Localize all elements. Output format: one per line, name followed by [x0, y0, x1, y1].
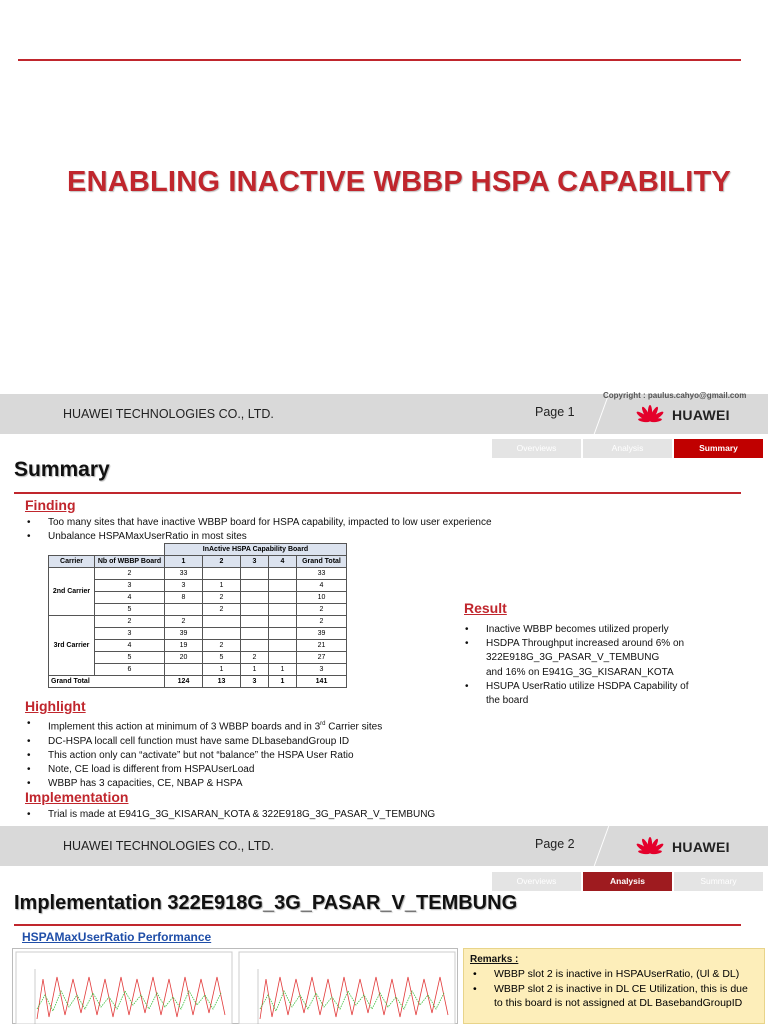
title-rule [18, 59, 741, 61]
table-cell: 2 [241, 652, 269, 664]
table-cell [165, 604, 203, 616]
table-cell: 1 [269, 664, 297, 676]
highlight-item: • Implement this action at minimum of 3 WBBP boards and in 3rd Carrier sites [24, 717, 464, 735]
table-row [49, 568, 347, 580]
company-name: HUAWEI TECHNOLOGIES CO., LTD. [63, 839, 274, 853]
slide1-footer [0, 394, 768, 434]
table-header: 4 [269, 556, 297, 568]
footer-divider [583, 394, 610, 434]
table-cell: Grand Total [49, 676, 165, 688]
copyright: Copyright : paulus.cahyo@gmail.com [603, 391, 747, 400]
table-cell [203, 568, 241, 580]
table-cell: 3 [297, 664, 347, 676]
table-cell: 2 [297, 616, 347, 628]
table-cell: 3 [95, 628, 165, 640]
table-cell: 8 [165, 592, 203, 604]
table-cell [165, 664, 203, 676]
inactive-board-table [48, 543, 347, 688]
table-cell: 39 [297, 628, 347, 640]
table-cell: 33 [165, 568, 203, 580]
table-cell [269, 592, 297, 604]
tab-analysis[interactable]: Analysis [583, 872, 672, 891]
highlight-list [24, 717, 464, 791]
finding-list [24, 516, 584, 544]
table-cell: 39 [165, 628, 203, 640]
table-cell: 13 [203, 676, 241, 688]
table-cell [269, 640, 297, 652]
performance-subheading: HSPAMaxUserRatio Performance [22, 930, 212, 944]
table-cell: 4 [95, 592, 165, 604]
summary-heading: Summary [14, 458, 110, 481]
table-cell [269, 604, 297, 616]
table-header: Carrier [49, 556, 95, 568]
table-cell [241, 580, 269, 592]
logo-text: HUAWEI [672, 839, 730, 855]
remark-item: • WBBP slot 2 is inactive in DL CE Utilization, this is due to this board is not assigned at DL BasebandGroupID [470, 982, 758, 1011]
table-group-header: InActive HSPA Capability Board [165, 544, 347, 556]
table-row [49, 616, 347, 628]
result-item: • HSUPA UserRatio utilize HSDPA Capability of [462, 680, 752, 694]
table-cell [241, 640, 269, 652]
chart-thumbnails [13, 949, 459, 1024]
slide2-nav [492, 439, 763, 458]
table-cell: 2 [95, 616, 165, 628]
page-number: Page 2 [535, 837, 575, 851]
result-item: the board [486, 695, 529, 707]
table-cell [241, 568, 269, 580]
remarks-box [463, 948, 765, 1024]
table-cell [241, 592, 269, 604]
slide3-nav [492, 872, 763, 891]
table-cell: 21 [297, 640, 347, 652]
table-cell [269, 628, 297, 640]
table-header: 2 [203, 556, 241, 568]
table-header: Nb of WBBP Board [95, 556, 165, 568]
summary-rule [14, 492, 741, 494]
table-cell: 3 [95, 580, 165, 592]
slide-title: ENABLING INACTIVE WBBP HSPA CAPABILITY [67, 166, 731, 198]
highlight-item: • This action only can “activate” but not “balance” the HSPA User Ratio [24, 749, 464, 763]
table-cell: 2 [297, 604, 347, 616]
company-name: HUAWEI TECHNOLOGIES CO., LTD. [63, 407, 274, 421]
table-header: 3 [241, 556, 269, 568]
tab-analysis[interactable]: Analysis [583, 439, 672, 458]
tab-summary[interactable]: Summary [674, 439, 763, 458]
footer-divider [583, 826, 610, 866]
table-cell: 2 [203, 592, 241, 604]
implementation-item: • Trial is made at E941G_3G_KISARAN_KOTA & 322E918G_3G_PASAR_V_TEMBUNG [24, 808, 524, 822]
table-cell: 1 [269, 676, 297, 688]
table-cell [269, 568, 297, 580]
grand-total-row [49, 676, 347, 688]
highlight-item: • WBBP has 3 capacities, CE, NBAP & HSPA [24, 777, 464, 791]
table-cell: 1 [241, 664, 269, 676]
remarks-title: Remarks : [470, 954, 519, 965]
tab-overviews[interactable]: Overviews [492, 439, 581, 458]
highlight-item: • DC-HSPA locall cell function must have same DLbasebandGroup ID [24, 735, 464, 749]
table-cell [241, 616, 269, 628]
result-item: 322E918G_3G_PASAR_V_TEMBUNG [486, 652, 660, 664]
huawei-logo [630, 404, 750, 426]
table-cell: 2 [203, 640, 241, 652]
result-item: • HSDPA Throughput increased around 6% on [462, 637, 752, 651]
carrier-cell: 3rd Carrier [49, 616, 95, 676]
slide2-footer [0, 826, 768, 866]
table-cell: 5 [95, 604, 165, 616]
huawei-flower-icon [630, 404, 670, 426]
title-slide [0, 0, 768, 394]
table-header: Grand Total [297, 556, 347, 568]
chart-panel-right [239, 952, 455, 1024]
table-cell [241, 628, 269, 640]
table-cell: 2 [203, 604, 241, 616]
table-cell: 2 [95, 568, 165, 580]
tab-summary[interactable]: Summary [674, 872, 763, 891]
carrier-cell: 2nd Carrier [49, 568, 95, 616]
performance-charts [12, 948, 458, 1024]
chart-panel-left [16, 952, 232, 1024]
table-cell: 27 [297, 652, 347, 664]
table-cell: 4 [297, 580, 347, 592]
table-cell: 141 [297, 676, 347, 688]
remarks-list [470, 967, 758, 1011]
table-cell: 1 [203, 664, 241, 676]
table-cell: 2 [165, 616, 203, 628]
implementation-list [24, 808, 524, 822]
table-cell [269, 580, 297, 592]
huawei-flower-icon [630, 836, 670, 858]
finding-title: Finding [25, 497, 76, 513]
table-cell: 3 [241, 676, 269, 688]
table-cell [269, 652, 297, 664]
result-title: Result [464, 600, 507, 616]
table-cell: 5 [203, 652, 241, 664]
table-header: 1 [165, 556, 203, 568]
table-cell [241, 604, 269, 616]
table-cell: 20 [165, 652, 203, 664]
implementation-rule [14, 924, 741, 926]
table-cell: 1 [203, 580, 241, 592]
huawei-logo [630, 836, 750, 858]
table-cell [203, 616, 241, 628]
remark-item: • WBBP slot 2 is inactive in HSPAUserRatio, (Ul & DL) [470, 967, 758, 982]
result-item: • Inactive WBBP becomes utilized properly [462, 623, 752, 637]
logo-text: HUAWEI [672, 407, 730, 423]
table-cell: 124 [165, 676, 203, 688]
table-cell: 4 [95, 640, 165, 652]
table-cell: 3 [165, 580, 203, 592]
implementation-heading: Implementation 322E918G_3G_PASAR_V_TEMBUNG [14, 892, 518, 914]
tab-overviews[interactable]: Overviews [492, 872, 581, 891]
table-cell: 5 [95, 652, 165, 664]
result-list [462, 623, 752, 708]
table-cell: 33 [297, 568, 347, 580]
finding-item: • Unbalance HSPAMaxUserRatio in most sites [24, 530, 584, 544]
table-cell [203, 628, 241, 640]
finding-item: • Too many sites that have inactive WBBP board for HSPA capability, impacted to low user experience [24, 516, 584, 530]
implementation-title: Implementation [25, 789, 129, 805]
table-cell: 6 [95, 664, 165, 676]
table-cell [269, 616, 297, 628]
highlight-item: • Note, CE load is different from HSPAUserLoad [24, 763, 464, 777]
table-cell: 10 [297, 592, 347, 604]
result-item: and 16% on E941G_3G_KISARAN_KOTA [486, 666, 674, 678]
page-number: Page 1 [535, 405, 575, 419]
table-cell: 19 [165, 640, 203, 652]
highlight-title: Highlight [25, 698, 86, 714]
